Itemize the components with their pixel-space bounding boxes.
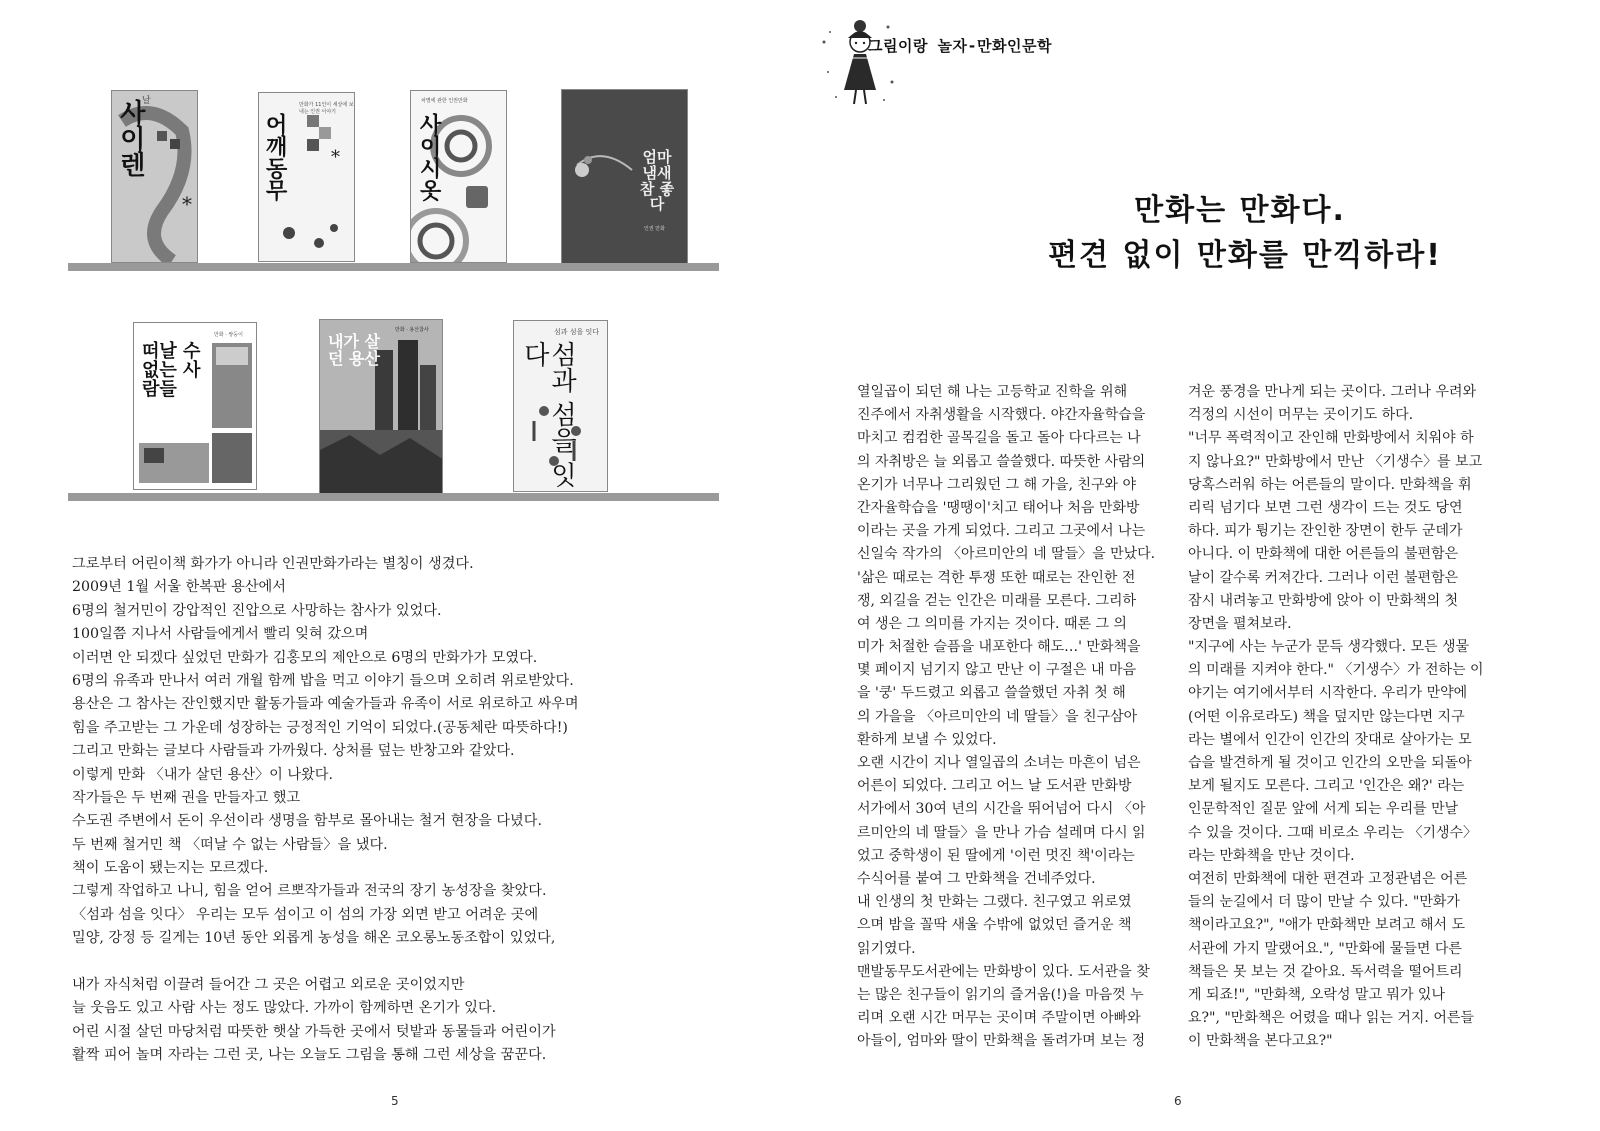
text-line: 그리고 만화는 글보다 사람들과 가까웠다. 상처를 덮는 반창고와 같았다. [72,743,515,760]
text-line: 수 있을 것이다. 그때 비로소 우리는 〈기생수〉 [1188,824,1478,841]
svg-text:*: * [331,147,340,168]
text-line: 6명의 철거민이 강압적인 진압으로 사망하는 참사가 있었다. [72,602,442,619]
right-page [800,0,1600,1131]
text-line: '삶은 때로는 격한 투쟁 또한 때로는 잔인한 전 [857,569,1136,586]
text-line: 두 번째 철거민 책 〈떠날 수 없는 사람들〉을 냈다. [72,836,388,853]
book-subtitle: 차별에 관한 인권만화 [421,98,468,104]
text-line: 을 '쿵' 두드렸고 외롭고 쓸쓸했던 자취 첫 해 [857,685,1126,702]
text-line: 환하게 보낼 수 있었다. [857,731,997,748]
section-header: 그림이랑 놀자-만화인문학 [868,37,1052,55]
text-line: 리며 오랜 시간 머무는 곳이며 주말이면 아빠와 [857,1010,1141,1027]
text-line: 이렇게 만화 〈내가 살던 용산〉이 나왔다. [72,766,334,783]
text-line: 밀양, 강정 등 길게는 10년 동안 외롭게 농성을 해온 코오롱노동조합이 있었다, [72,930,556,947]
text-line: 서관에 가지 말랬어요.", "만화에 물들면 다른 [1188,940,1462,957]
article-column-left [857,381,1165,1053]
book-subtitle: 만화가 11인이 세상에 보내는 인권 이야기 [299,102,354,115]
text-line: 요?", "만화책은 어렸을 때나 읽는 거지. 어른들 [1188,1010,1474,1027]
book-title: 어깨동무 [262,113,288,201]
text-line: 이 만화책을 본다고요?" [1188,1033,1333,1050]
book-subtitle: 섬과 섬을 잇다 [554,328,600,336]
text-line: 책이라고요?", "애가 만화책만 보려고 해서 도 [1188,917,1465,934]
text-line: 으며 밤을 꼴딱 새울 수밖에 없었던 즐거운 책 [857,917,1132,934]
text-line: 그로부터 어린이책 화가가 아니라 인권만화가라는 별칭이 생겼다. [72,556,474,572]
text-line: 작가들은 두 번째 권을 만들자고 했고 [72,789,301,806]
article-column-right [1188,381,1500,1053]
book-subtitle: 만화 · 용산참사 [395,327,429,333]
text-line: 보게 될지도 모른다. 그리고 '인간은 왜?' 라는 [1188,778,1465,795]
text-line: 내 인생의 첫 만화는 그랬다. 친구였고 위로였 [857,894,1132,911]
book-title: 내가 살던 용산 [328,332,380,368]
paragraph-gap [72,951,772,974]
text-line: 온기가 너무나 그리웠던 그 해 가을, 친구와 야 [857,476,1137,493]
text-line: 당혹스러워 하는 어른들의 말이다. 만화책을 휘 [1188,476,1472,493]
text-line: 〈섬과 섬을 잇다〉 우리는 모두 섬이고 이 섬의 가장 외면 받고 어려운 곳에 [72,906,539,923]
text-line: 읽기였다. [857,940,916,957]
text-line: 르미안의 네 딸들〉을 만나 가슴 설레며 다시 읽 [857,824,1146,841]
text-line: 100일쯤 지나서 사람들에게서 빨리 잊혀 갔으며 [72,626,369,643]
book-cover-eokkaedongmu [258,92,355,262]
text-line: 리릭 넘기다 보면 그런 생각이 드는 것도 당연 [1188,499,1463,516]
left-body-text [72,553,772,1068]
text-line: 의 자취방은 늘 외롭고 쓸쓸했다. 따뜻한 사람의 [857,453,1146,470]
text-line: 었고 중학생이 된 딸에게 '이런 멋진 책'이라는 [857,847,1135,864]
text-line: 여 생은 그 의미를 가지는 것이다. 때론 그 의 [857,615,1127,632]
text-line: (어떤 이유로라도) 책을 덮지만 않는다면 지구 [1188,708,1465,725]
text-line: 몇 페이지 넘기지 않고 만난 이 구절은 내 마음 [857,662,1137,679]
text-line: 인문학적인 질문 앞에 서게 되는 우리를 만날 [1188,801,1459,818]
text-line: 오랜 시간이 지나 열일곱의 소녀는 마흔이 넘은 [857,755,1141,771]
text-line: 야기는 여기에서부터 시작한다. 우리가 만약에 [1188,685,1468,702]
book-cover-eomma-naemsae [561,89,688,264]
text-line: 장면을 펼쳐보라. [1188,615,1292,632]
book-title: 섬과 섬을 잇다 [519,341,577,488]
text-line: 내가 자식처럼 이끌려 들어간 그 곳은 어렵고 외로운 곳이었지만 [72,977,465,994]
book-cover-saisiot [410,90,507,263]
text-line: 힘을 주고받는 그 가운데 성장하는 긍정적인 기억이 되었다.(공동체란 따뜻하다!) [72,719,568,736]
text-line: 날이 갈수록 커져간다. 그러나 이런 불편함은 [1188,569,1459,586]
book-shelf-bottom [68,493,719,501]
svg-text:*: * [182,192,192,216]
book-title: 사이렌 [115,99,146,177]
book-shelf-top [68,263,719,271]
text-line: 활짝 피어 놀며 자라는 그런 곳, 나는 오늘도 그림을 통해 그런 세상을 꿈꾼다. [72,1047,547,1064]
book-title: 떠날 수 없는 사람들 [142,341,201,400]
text-line: 이라는 곳을 가게 되었다. 그리고 그곳에서 나는 [857,523,1146,540]
book-title: 사이시옷 [416,113,442,201]
text-line: 마치고 컴컴한 골목길을 돌고 돌아 다다르는 나 [857,430,1141,447]
text-line: 게 되죠!", "만화책, 오락성 말고 뭐가 있나 [1188,986,1445,1003]
text-line: 어른이 되었다. 그리고 어느 날 도서관 만화방 [857,778,1132,795]
text-line: 수도권 주변에서 돈이 우선이라 생명을 함부로 몰아내는 철거 현장을 다녔다. [72,813,542,830]
book-subtitle: 날 [142,96,151,106]
book-title: 엄마 냄새 참 좋다 [639,148,675,214]
text-line: 열일곱이 되던 해 나는 고등학교 진학을 위해 [857,384,1128,400]
text-line: "지구에 사는 누군가 문득 생각했다. 모든 생물 [1188,639,1470,656]
text-line: 서가에서 30여 년의 시간을 뛰어넘어 다시 〈아 [857,801,1146,818]
book-cover-naega-saldeon-yongsan [319,319,443,494]
text-line: 책이 도움이 됐는지는 모르겠다. [72,860,269,877]
text-line: 쟁, 외길을 걷는 인간은 미래를 모른다. 그리하 [857,592,1137,609]
headline-primary: 만화는 만화다. [1134,193,1346,228]
page-number-left: 5 [391,1094,399,1108]
text-line: 는 많은 친구들이 읽기의 즐거움(!)을 마음껏 누 [857,986,1144,1003]
text-line: 이러면 안 되겠다 싶었던 만화가 김홍모의 제안으로 6명의 만화가가 모였다. [72,649,538,666]
text-line: 맨발동무도서관에는 만화방이 있다. 도서관을 찾 [857,963,1150,980]
text-line: 늘 웃음도 있고 사람 사는 정도 많았다. 가까이 함께하면 온기가 있다. [72,1000,497,1017]
text-line: 라는 별에서 인간이 인간의 잣대로 살아가는 모 [1188,731,1472,748]
text-line: 간자율학습을 '땡땡이'치고 태어나 처음 만화방 [857,499,1140,516]
text-line: 용산은 그 참사는 잔인했지만 활동가들과 예술가들과 유족이 서로 위로하고 싸우며 [72,696,579,713]
text-line: 잠시 내려놓고 만화방에 앉아 이 만화책의 첫 [1188,592,1459,609]
text-line: 아니다. 이 만화책에 대한 어른들의 불편함은 [1188,546,1459,563]
girl-mascot-icon [818,12,902,110]
text-line: 습을 발견하게 될 것이고 인간의 오만을 되돌아 [1188,755,1472,771]
text-line: 어린 시절 살던 마당처럼 따뜻한 햇살 가득한 곳에서 텃밭과 동물들과 어린이가 [72,1023,556,1040]
book-subtitle: 만화 · 쌍둥이 [214,332,243,338]
text-line: 책들은 못 보는 것 같아요. 독서력을 떨어트리 [1188,963,1463,980]
book-cover-siren [111,90,198,263]
text-line: 들의 눈길에서 더 많이 만날 수 있다. "만화가 [1188,894,1460,911]
text-line: 아들이, 엄마와 딸이 만화책을 돌려가며 보는 정 [857,1033,1146,1050]
text-line: 수식어를 붙여 그 만화책을 건네주었다. [857,870,1096,887]
headline-secondary: 편견 없이 만화를 만끽하라! [1048,238,1442,273]
text-line: 6명의 유족과 만나서 여러 개월 함께 밥을 먹고 이야기 들으며 오히려 위로받았다. [72,672,574,689]
book-cover-seomgwa-seomeul-itda [513,320,608,492]
book-subtitle: 인권 만화 [644,226,665,232]
text-line: 미가 처절한 슬픔을 내포한다 해도…' 만화책을 [857,639,1141,656]
text-line: 그렇게 작업하고 나니, 힘을 얻어 르뽀작가들과 전국의 장기 농성장을 찾았다. [72,883,547,900]
text-line: 진주에서 자취생활을 시작했다. 야간자율학습을 [857,407,1146,424]
text-line: 하다. 피가 튕기는 잔인한 장면이 한두 군데가 [1188,523,1463,540]
text-line: 라는 만화책을 만난 것이다. [1188,847,1355,864]
text-line: 2009년 1월 서울 한복판 용산에서 [72,579,286,596]
text-line: 의 가을을 〈아르미안의 네 딸들〉을 친구삼아 [857,708,1138,725]
text-line: 겨운 풍경을 만나게 되는 곳이다. 그러나 우려와 [1188,384,1477,400]
text-line: 지 않나요?" 만화방에서 만난 〈기생수〉를 보고 [1188,453,1483,470]
text-line: 신일숙 작가의 〈아르미안의 네 딸들〉을 만났다. [857,546,1156,563]
text-line: "너무 폭력적이고 잔인해 만화방에서 치워야 하 [1188,430,1474,447]
text-line: 걱정의 시선이 머무는 곳이기도 하다. [1188,407,1414,424]
book-cover-tteonal-su-eomneun [133,322,257,490]
text-line: 의 미래를 지켜야 한다." 〈기생수〉가 전하는 이 [1188,662,1484,679]
page-number-right: 6 [1174,1094,1182,1108]
text-line: 여전히 만화책에 대한 편견과 고정관념은 어른 [1188,870,1468,887]
